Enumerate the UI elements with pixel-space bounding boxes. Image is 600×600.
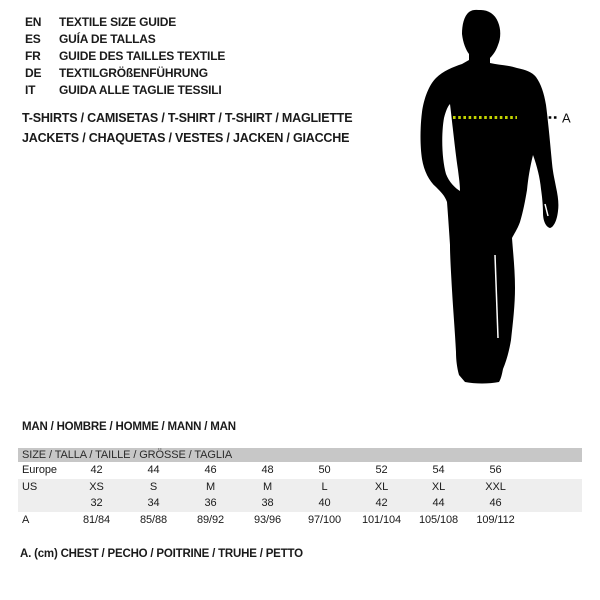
language-code: DE xyxy=(25,66,42,80)
table-cell: 46 xyxy=(489,497,502,509)
table-cell: 97/100 xyxy=(307,513,342,526)
language-code: FR xyxy=(25,49,41,63)
table-cell: 105/108 xyxy=(418,513,459,526)
table-row-us xyxy=(18,479,582,496)
table-cell: 109/112 xyxy=(476,513,515,526)
table-cell: 32 xyxy=(90,497,103,509)
language-title: GUIDE DES TAILLES TEXTILE xyxy=(59,49,226,63)
table-cell: M xyxy=(262,480,273,493)
row-spacer xyxy=(524,512,582,529)
table-cell: XXL xyxy=(485,480,506,493)
language-row-fr xyxy=(25,48,225,65)
category-line-tshirts: T-SHIRTS / CAMISETAS / T-SHIRT / T-SHIRT / MAGLIETTE xyxy=(22,111,353,125)
language-row-de xyxy=(25,65,225,82)
language-code: EN xyxy=(25,15,42,29)
row-label xyxy=(18,495,68,512)
language-title: TEXTILE SIZE GUIDE xyxy=(59,15,177,29)
table-cell: 44 xyxy=(432,497,445,509)
table-cell: XS xyxy=(89,480,104,493)
category-titles xyxy=(22,108,352,148)
table-cell: 54 xyxy=(432,464,445,476)
table-cell: 48 xyxy=(261,464,274,476)
table-cell: 85/88 xyxy=(139,513,168,526)
table-cell: 42 xyxy=(375,497,388,509)
table-row-uk xyxy=(18,495,582,512)
row-label: US xyxy=(22,480,38,493)
table-cell: XL xyxy=(374,480,389,493)
table-cell: 34 xyxy=(147,497,160,509)
table-cell: 52 xyxy=(375,464,388,476)
table-cell: 89/92 xyxy=(196,513,225,526)
category-line-jackets: JACKETS / CHAQUETAS / VESTES / JACKEN / GIACCHE xyxy=(22,131,350,145)
table-cell: 44 xyxy=(147,464,160,476)
table-cell: 81/84 xyxy=(82,513,111,526)
table-cell: 101/104 xyxy=(361,513,402,526)
row-spacer xyxy=(524,462,582,479)
row-spacer xyxy=(524,495,582,512)
table-row-chest xyxy=(18,512,582,529)
table-cell: 36 xyxy=(204,497,217,509)
table-row-europe xyxy=(18,462,582,479)
row-spacer xyxy=(524,479,582,496)
table-cell: M xyxy=(205,480,216,493)
measurement-note: A. (cm) CHEST / PECHO / POITRINE / TRUHE / PETTO xyxy=(20,548,303,560)
table-cell: 93/96 xyxy=(253,513,282,526)
row-label: A xyxy=(22,513,30,526)
table-cell: 40 xyxy=(318,497,331,509)
language-title: GUIDA ALLE TAGLIE TESSILI xyxy=(59,83,222,97)
language-list xyxy=(25,14,225,99)
language-row-it xyxy=(25,82,225,99)
man-silhouette xyxy=(421,10,559,384)
table-cell: XL xyxy=(431,480,446,493)
language-title: TEXTILGRÖßENFÜHRUNG xyxy=(59,66,208,80)
table-cell: 42 xyxy=(90,464,103,476)
row-label: Europe xyxy=(22,464,57,476)
language-code: IT xyxy=(25,83,36,97)
section-title: MAN / HOMBRE / HOMME / MANN / MAN xyxy=(22,421,236,433)
man-silhouette-figure xyxy=(405,0,585,400)
table-cell: 46 xyxy=(204,464,217,476)
size-table xyxy=(18,448,582,528)
language-row-es xyxy=(25,31,225,48)
table-cell: S xyxy=(149,480,158,493)
measure-label-a: A xyxy=(562,110,571,126)
table-cell: 38 xyxy=(261,497,274,509)
table-cell: 50 xyxy=(318,464,331,476)
language-row-en xyxy=(25,14,225,31)
table-cell: L xyxy=(321,480,328,493)
language-title: GUÍA DE TALLAS xyxy=(59,32,156,46)
language-code: ES xyxy=(25,32,41,46)
table-header: SIZE / TALLA / TAILLE / GRÖSSE / TAGLIA xyxy=(18,448,582,462)
table-cell: 56 xyxy=(489,464,502,476)
